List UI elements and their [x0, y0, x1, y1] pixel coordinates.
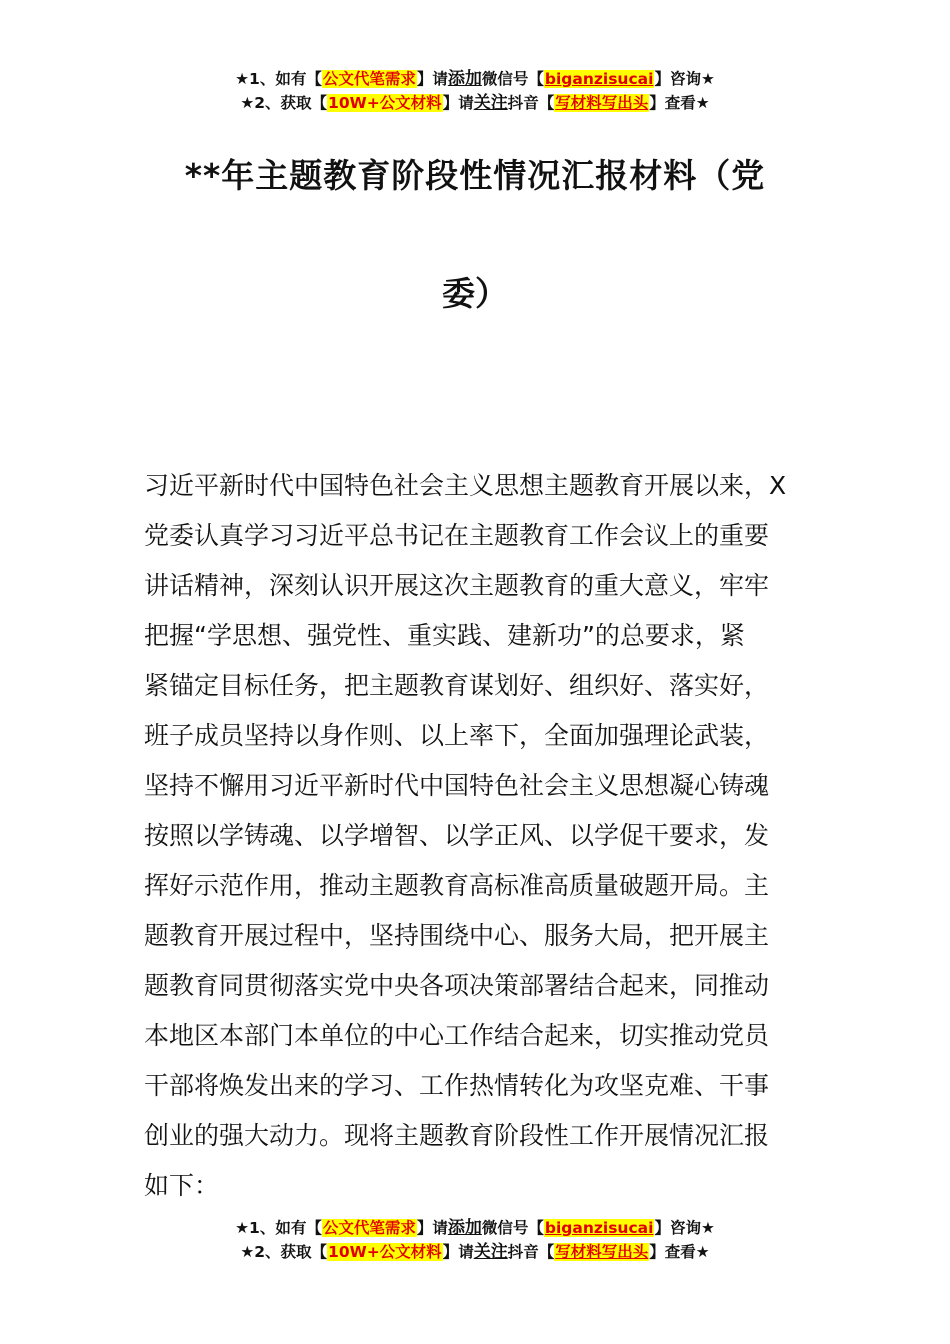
paragraph-line: 本地区本部门本单位的中心工作结合起来，切实推动党员 [144, 1021, 770, 1050]
paragraph-line: 讲话精神，深刻认识开展这次主题教育的重大意义，牢牢 [144, 571, 770, 600]
banner-line-1 [0, 1216, 950, 1240]
banner-line-2 [0, 1240, 950, 1264]
paragraph-line: 把握“学思想、强党性、重实践、建新功”的总要求，紧 [144, 621, 745, 650]
paragraph-line: 紧锚定目标任务，把主题教育谋划好、组织好、落实好， [144, 671, 770, 700]
banner-line-1 [0, 67, 950, 91]
banner-emphasis: 添加 [447, 69, 482, 89]
banner-emphasis: 关注 [473, 1242, 508, 1262]
footer-banner [0, 1216, 950, 1264]
paragraph-line: 如下： [144, 1171, 220, 1200]
banner-text: 】查看★ [649, 94, 710, 112]
banner-text: 】咨询★ [654, 1219, 715, 1237]
paragraph-line: 题教育同贯彻落实党中央各项决策部署结合起来，同推动 [144, 971, 770, 1000]
banner-text: ★2、获取【 [240, 94, 328, 112]
highlight-materials: 10W+公文材料 [328, 94, 442, 112]
banner-text: 抖音【 [507, 1243, 555, 1261]
banner-text: 】请 [416, 70, 448, 88]
highlight-service: 公文代笔需求 [322, 1219, 416, 1237]
banner-text: 微信号【 [481, 1219, 544, 1237]
paragraph-line: 干部将焕发出来的学习、工作热情转化为攻坚克难、干事 [144, 1071, 770, 1100]
banner-text: 】咨询★ [654, 70, 715, 88]
paragraph-line: 班子成员坚持以身作则、以上率下，全面加强理论武装， [144, 721, 770, 750]
document-title-line-1: **年主题教育阶段性情况汇报材料（党 [184, 156, 766, 195]
paragraph-line: 党委认真学习习近平总书记在主题教育工作会议上的重要 [144, 521, 770, 550]
paragraph-line: 创业的强大动力。现将主题教育阶段性工作开展情况汇报 [144, 1121, 770, 1150]
paragraph-line: 挥好示范作用，推动主题教育高标准高质量破题开局。主 [144, 871, 770, 900]
banner-text: 】请 [442, 1243, 474, 1261]
highlight-douyin-account: 写材料写出头 [555, 1243, 649, 1261]
banner-text: 】请 [442, 94, 474, 112]
paragraph-line: 按照以学铸魂、以学增智、以学正风、以学促干要求，发 [144, 821, 770, 850]
paragraph-line: 坚持不懈用习近平新时代中国特色社会主义思想凝心铸魂 [144, 771, 770, 800]
banner-text: ★1、如有【 [235, 1219, 322, 1237]
banner-text: 】查看★ [649, 1243, 710, 1261]
banner-text: ★2、获取【 [240, 1243, 328, 1261]
highlight-wechat-id: biganzisucai [544, 1219, 654, 1237]
banner-text: 抖音【 [507, 94, 555, 112]
highlight-wechat-id: biganzisucai [544, 70, 654, 88]
paragraph-line: 题教育开展过程中，坚持围绕中心、服务大局，把开展主 [144, 921, 770, 950]
highlight-douyin-account: 写材料写出头 [555, 94, 649, 112]
paragraph-line: 习近平新时代中国特色社会主义思想主题教育开展以来，X [144, 471, 787, 500]
banner-line-2 [0, 91, 950, 115]
banner-emphasis: 添加 [447, 1218, 482, 1238]
highlight-materials: 10W+公文材料 [328, 1243, 442, 1261]
banner-text: ★1、如有【 [235, 70, 322, 88]
banner-emphasis: 关注 [473, 93, 508, 113]
document-title-line-2: 委） [442, 274, 508, 313]
banner-text: 微信号【 [481, 70, 544, 88]
header-banner [0, 67, 950, 115]
banner-text: 】请 [416, 1219, 448, 1237]
highlight-service: 公文代笔需求 [322, 70, 416, 88]
body-paragraph [144, 461, 808, 1211]
